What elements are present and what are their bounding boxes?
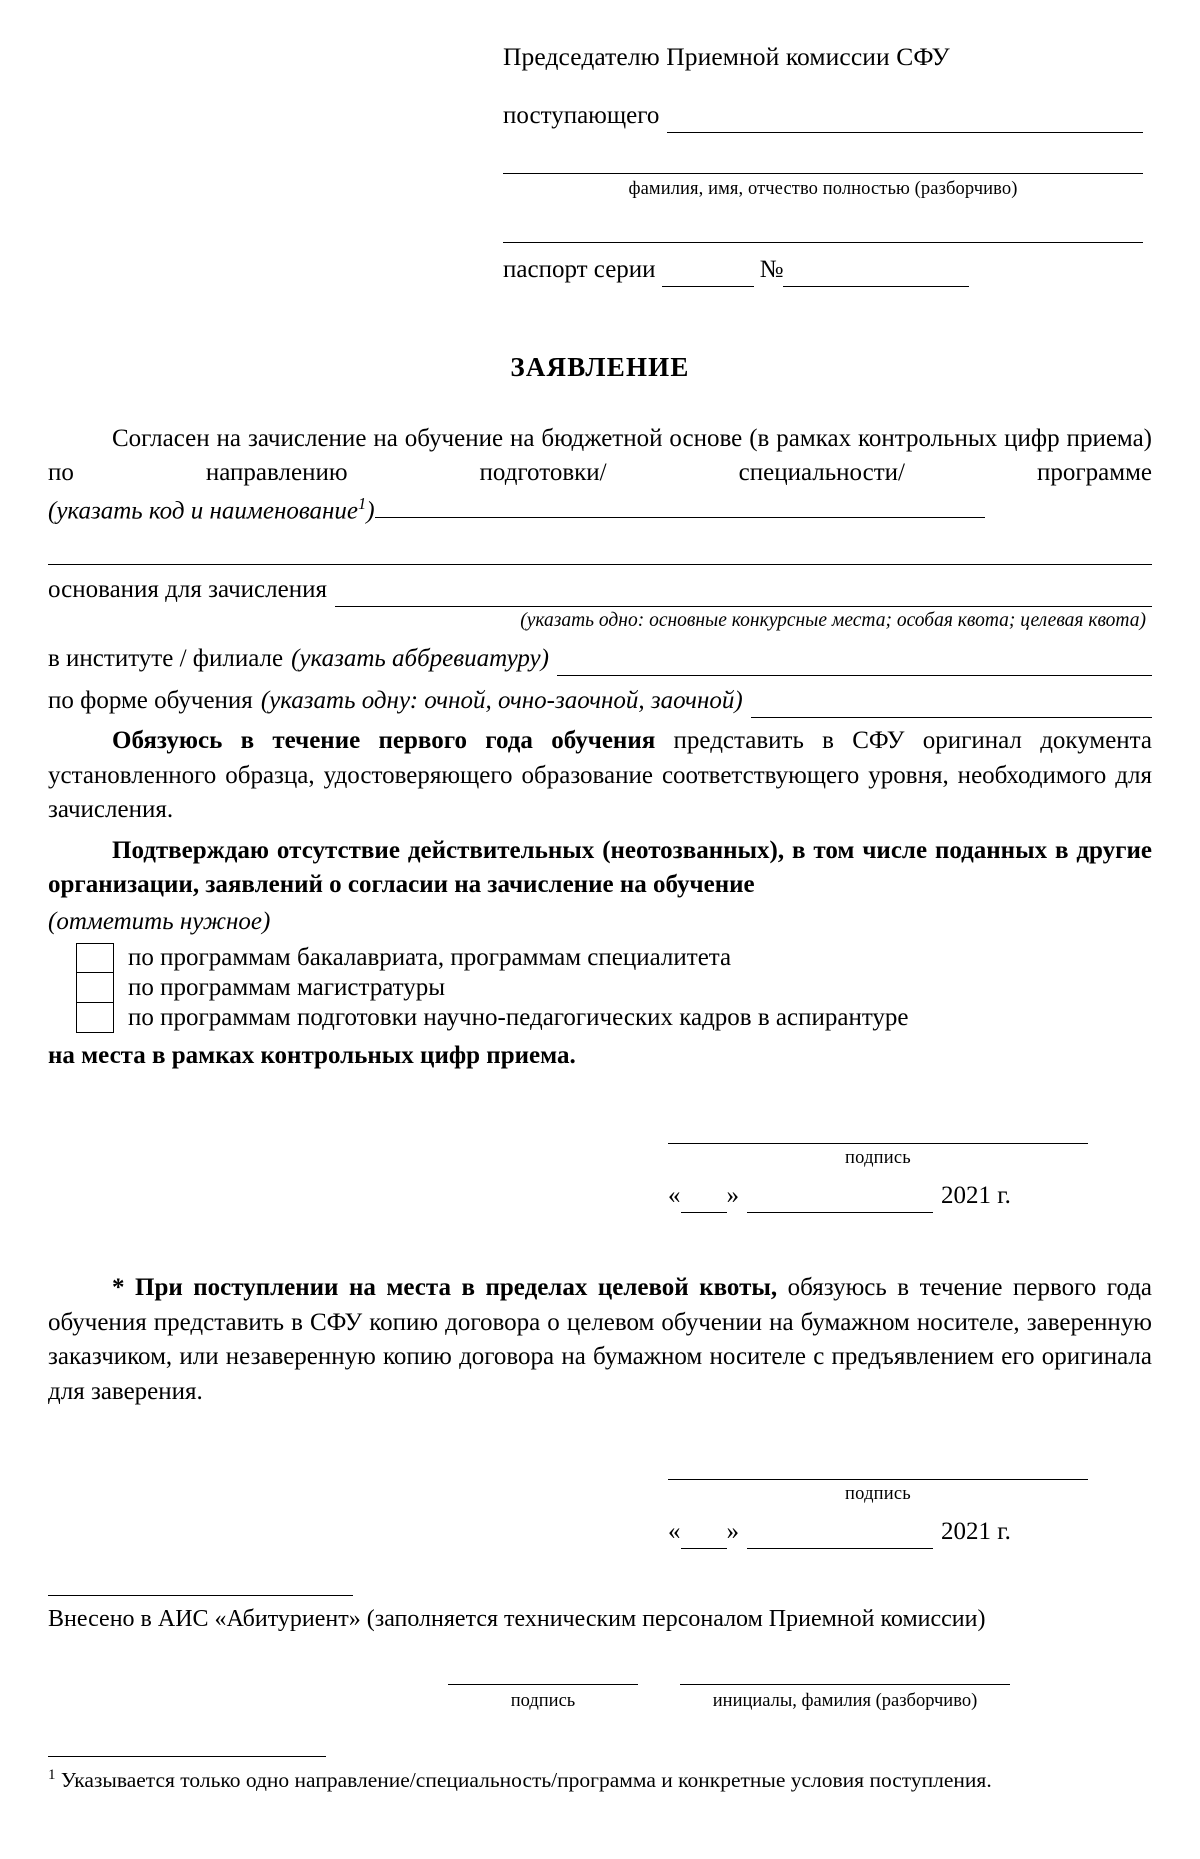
ais-text: Внесено в АИС «Абитуриент» (заполняется техническим персоналом Приемной комиссии) [48, 1606, 986, 1633]
signature-caption: подпись [845, 1484, 911, 1505]
date-open-quote: « [668, 1518, 681, 1546]
checkbox-label: по программам бакалавриата, программам специалитета [128, 944, 732, 972]
fio-input-line[interactable] [503, 147, 1143, 174]
addressee-block [503, 40, 1143, 287]
checkbox-bachelor-specialist[interactable] [76, 943, 114, 973]
applicant-row [503, 99, 1143, 133]
institute-label: в институте / филиале [48, 645, 284, 673]
applicant-label: поступающего [503, 101, 660, 129]
ais-initials-caption: инициалы, фамилия (разборчиво) [712, 1690, 978, 1711]
ais-signature-input-line[interactable] [448, 1682, 638, 1685]
institute-input-line[interactable] [557, 655, 1152, 676]
checkbox-row[interactable] [48, 1003, 1152, 1033]
places-line: на места в рамках контрольных цифр приема. [48, 1041, 576, 1069]
ais-divider [48, 1593, 353, 1596]
signature-block-2 [668, 1457, 1088, 1549]
passport-series-input[interactable] [662, 266, 754, 287]
passport-number-symbol: № [759, 255, 784, 283]
year-label: 2021 г. [941, 1518, 1011, 1546]
ais-signature-col [448, 1682, 638, 1714]
mark-hint-row [48, 905, 1152, 939]
signature-caption: подпись [845, 1147, 911, 1168]
form-hint: (указать одну: очной, очно-заочной, заочной) [260, 687, 743, 715]
target-quota-bold-text: При поступлении на места в пределах целевой квоты, [135, 1274, 778, 1302]
target-quota-rest-text: обязуюсь в течение первого года обучения представить в СФУ копию договора о целевом обучении на бумажном носителе, заверенную заказчиком, или незаверенную копию договора на бумажном носителе с предъявлением его оригинала для заверения. [48, 1274, 1153, 1405]
date-row [668, 1515, 1088, 1549]
checkbox-label: по программам подготовки научно-педагогических кадров в аспирантуре [128, 1004, 909, 1032]
grounds-row [48, 573, 1152, 607]
day-input[interactable] [681, 1194, 727, 1213]
ais-initials-input-line[interactable] [680, 1682, 1010, 1685]
ais-signature-caption: подпись [510, 1690, 576, 1711]
footnote-text: Указывается только одно направление/специальность/программа и конкретные условия поступления. [60, 1768, 992, 1793]
program-input-line-2[interactable] [48, 534, 1152, 565]
obligation-paragraph [48, 724, 1152, 828]
ais-section [48, 1593, 1152, 1714]
year-label: 2021 г. [941, 1182, 1011, 1210]
day-input[interactable] [681, 1530, 727, 1549]
consent-hint-label: указать код и наименование [56, 496, 359, 524]
checkbox-row[interactable] [48, 973, 1152, 1003]
checkbox-postgraduate[interactable] [76, 1003, 114, 1033]
footnote-divider [48, 1754, 326, 1757]
grounds-label: основания для зачисления [48, 575, 327, 603]
consent-hint-open: ( [48, 496, 57, 524]
addressee-line: Председателю Приемной комиссии СФУ [503, 42, 950, 71]
consent-hint-row [48, 493, 1152, 528]
form-label: по форме обучения [48, 687, 253, 715]
checkbox-label: по программам магистратуры [128, 974, 446, 1002]
institute-hint: (указать аббревиатуру) [291, 645, 549, 673]
footnote-marker: 1 [358, 493, 367, 513]
consent-hint-close: ) [366, 496, 375, 524]
ais-signature-row [48, 1682, 1152, 1714]
date-close-quote: » [726, 1518, 739, 1546]
signature-block-1 [668, 1121, 1088, 1213]
footnote-number: 1 [48, 1766, 56, 1783]
grounds-input-line[interactable] [335, 586, 1152, 607]
signature-input-line[interactable] [668, 1121, 1088, 1144]
target-quota-asterisk: * [112, 1274, 125, 1302]
ais-initials-col [680, 1682, 1010, 1714]
institute-row [48, 642, 1152, 676]
document-body [48, 422, 1152, 1796]
date-open-quote: « [668, 1182, 681, 1210]
passport-label: паспорт серии [503, 255, 656, 283]
form-input-line[interactable] [751, 697, 1152, 718]
footnote-line [48, 1765, 1152, 1795]
page-title: ЗАЯВЛЕНИЕ [510, 351, 690, 382]
consent-paragraph [48, 422, 1152, 491]
target-quota-paragraph [48, 1271, 1152, 1409]
applicant-input-line[interactable] [667, 112, 1143, 133]
grounds-hint: (указать одно: основные конкурсные места; особая квота; целевая квота) [520, 609, 1146, 631]
obligation-rest-text: представить в СФУ оригинал документа установленного образца, удостоверяющего образование соответствующего уровня, необходимого для зачисления. [48, 727, 1152, 824]
date-close-quote: » [726, 1182, 739, 1210]
form-row [48, 684, 1152, 718]
program-input-line[interactable] [375, 493, 985, 518]
fio-caption: фамилия, имя, отчество полностью (разборчиво) [628, 178, 1018, 199]
footnote-section [48, 1754, 1152, 1795]
passport-number-input[interactable] [783, 266, 969, 287]
passport-row [503, 253, 1143, 287]
mark-hint: (отметить нужное) [48, 907, 271, 935]
month-input[interactable] [747, 1194, 933, 1213]
extra-input-line[interactable] [503, 216, 1143, 243]
date-row [668, 1179, 1088, 1213]
confirmation-paragraph [48, 834, 1152, 903]
month-input[interactable] [747, 1530, 933, 1549]
checkbox-master[interactable] [76, 973, 114, 1003]
checkbox-row[interactable] [48, 943, 1152, 973]
checkbox-group [48, 943, 1152, 1033]
obligation-bold-text: Обязуюсь в течение первого года обучения [112, 727, 656, 755]
signature-input-line[interactable] [668, 1457, 1088, 1480]
consent-text: Согласен на зачисление на обучение на бюджетной основе (в рамках контрольных цифр приема) по направлению подготовки/ специальности/ программе [48, 424, 1152, 487]
confirmation-bold-text: Подтверждаю отсутствие действительных (неотозванных), в том числе поданных в другие организации, заявлений о согласии на зачисление на обучение [48, 836, 1152, 899]
